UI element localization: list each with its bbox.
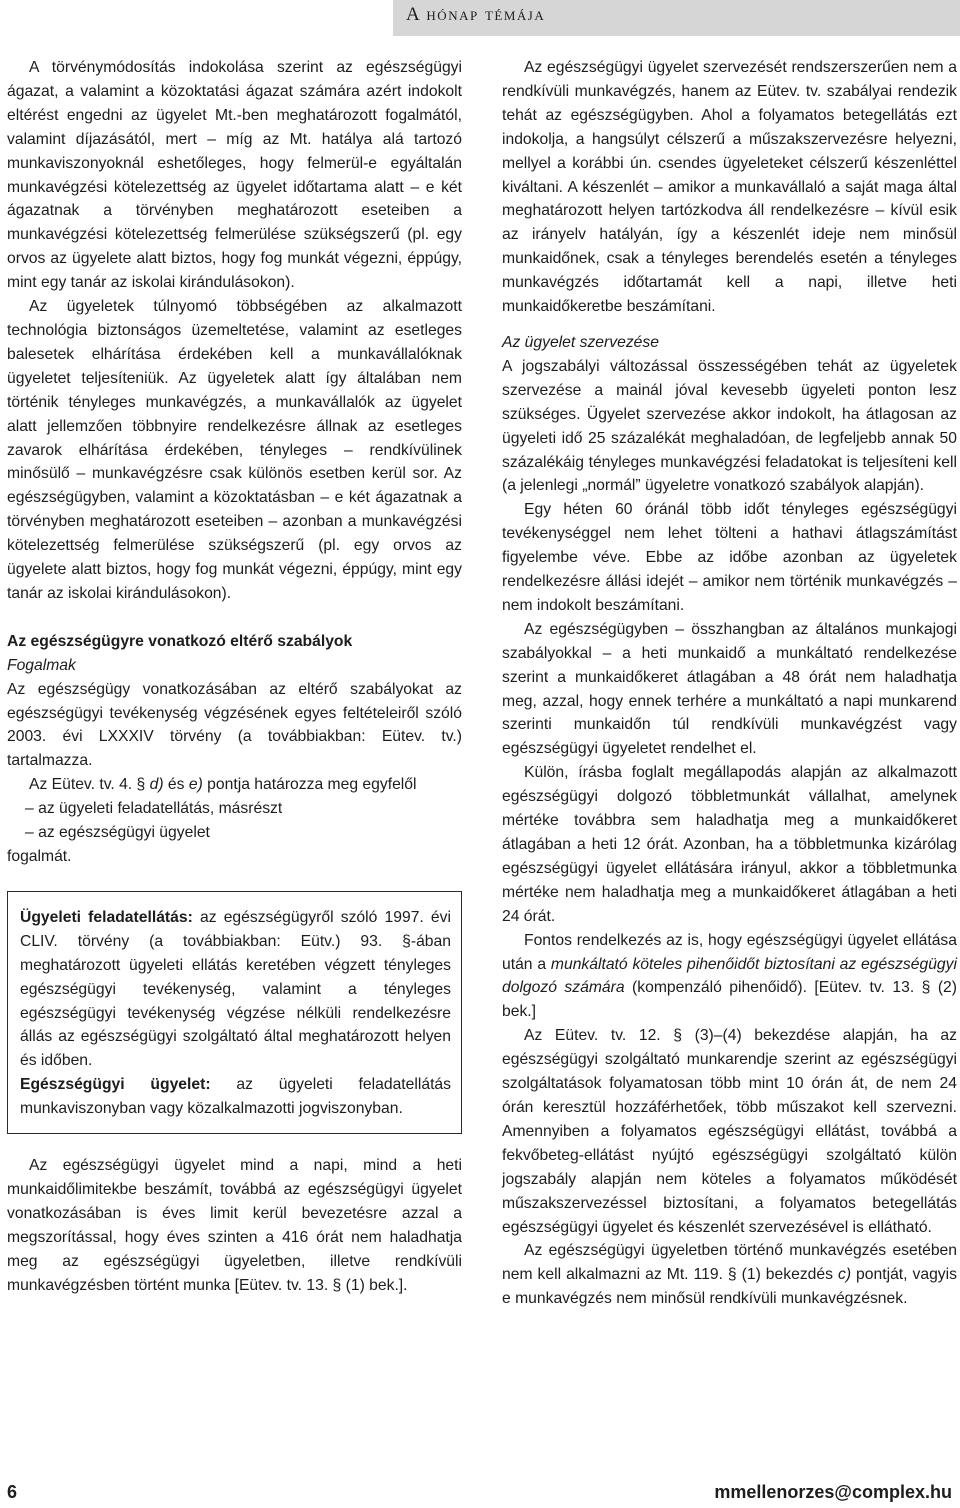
text-run: pontja határozza meg egyfelől [202,776,417,794]
subsection-heading: Fogalmak [7,656,76,674]
paragraph: Az egészségügy vonatkozásában az eltérő szabályokat az egészségügyi tevékenység végzésének egyes feltételeiről szóló 2003. évi LXXXIV törvény (a továbbiakban: Eütev. tv.) tartalmazza. [7,680,462,770]
page-number: 6 [7,1482,18,1502]
paragraph: Az egészségügyi ügyelet szervezését rendszerszerűen nem a rendkívüli munkavégzés, hanem az Eütev. tv. szabályai rendezik tehát az egészségügyben. Ahol a folyamatos betegellátás ezt indokolja, a hangsúlyt célszerű a műszakszervezésre helyezni, mellyel a korábbi ún. csendes ügyeleteket célszerű készenléttel kiváltani. A készenlét – amikor a munkavállaló a saját maga által meghatározott helyen tartózkodva áll rendelkezésre – kívül esik az irányelv hatályán, így a készenlét ideje nem minősül munkaidőnek, csak a tényleges berendelés esetén a tényleges munkavégzés időtartamát kell a napi, illetve heti munkaidőkeretbe beszámítani. [502,59,957,316]
right-column [502,56,957,1311]
text-run: pontját, vagyis e munkavégzés nem minősül rendkívüli munkavégzésnek. [502,1266,957,1308]
definition-box [7,891,462,1134]
list-item-text: az ügyeleti feladatellátás, másrészt [38,800,283,818]
paragraph: Az Eütev. tv. 12. § (3)–(4) bekezdése alapján, ha az egészségügyi szolgáltató munkarendje szerint az egészségügyi szolgáltatások folyamatosan több mint 10 órán át, de nem 24 órán keresztül hozzáférhetőek, több műszakot kell szervezni. Amennyiben a folyamatos egészségügyi ellátást, továbbá a fekvőbeteg-ellátást nyújtó egészségügyi szolgáltató külön jogszabály alapján nem köteles a folyamatos működését műszakszervezéssel biztosítani, a folyamatos betegellátás egészségügyi ügyelet és készenlét szervezésével is ellátható. [502,1027,957,1236]
subsection-heading: Az ügyelet szervezése [502,333,659,351]
text-run: c) [837,1266,852,1284]
definition [20,1073,451,1121]
page-header [0,0,960,36]
paragraph: Az ügyeletek túlnyomó többségében az alkalmazott technológia biztonságos üzemeltetése, valamint az esetleges balesetek elhárítása érdekében kell a munkavállalóknak ügyeletet teljesíteniük. Az ügyeletek alatt így általában nem történik tényleges munkavégzés, a munkavállalók az ügyelet alatt jellemzően többnyire rendelkezésre állnak az esetleges zavarok elhárítása érdekében, tényleges – rendkívülinek minősülő – munkavégzésre csak különös esetben kerül sor. Az egészségügyben, valamint a közoktatásban – e két ágazatnak a törvényben meghatározott eseteiben – azonban a munkavégzési kötelezettség felmerülése szükségszerű (pl. egy orvos az ügyelete alatt biztos, hogy fog munkát végezni, éppúgy, mint egy tanár az iskolai kirándulásokon). [7,298,462,602]
text-run: Fontos rendelkezés az is, hogy egészségügyi ügyelet ellátása után a [502,931,957,973]
paragraph: A jogszabályi változással összességében tehát az ügyeletek szervezése a mainál jóval kevesebb ügyeleti ponton lesz szükséges. Ügyelet szervezése akkor indokolt, ha átlagosan az ügyeleti idő 25 százalékát meghaladóan, de legfeljebb annak 50 százalékáig tényleges munkavégzési feladatokat is teljesíteni kell (a jelenlegi „normál” ügyeletre vonatkozó szabályok alapján). [502,357,957,495]
paragraph: Külön, írásba foglalt megállapodás alapján az alkalmazott egészségügyi dolgozó többletmunkát vállalhat, amelynek mértéke továbbra sem haladhatja meg a munkaidőkeret átlagában a heti 12 órát. Azonban, ha a többletmunka kizárólag egészségügyi ügyelet ellátására irányul, akkor a többletmunka mértéke nem haladhatja meg a munkaidőkeret átlagában a heti 24 órát. [502,764,957,925]
definition [20,906,451,1073]
list-item-text: az egészségügyi ügyelet [38,824,210,842]
section-heading: Az egészségügyre vonatkozó eltérő szabályok [7,632,353,650]
text-run: e) [188,776,203,794]
section-title: A hónap témája [406,4,546,25]
text-run: (kompenzáló pihenőidő). [Eütev. tv. 13. § (2) bek.] [502,979,958,1021]
paragraph [7,773,462,797]
definition-term: Egészségügyi ügyelet: [20,1076,211,1094]
left-column [7,56,462,1298]
text-run: munkáltató köteles pihenőidőt biztosítani az egészségügyi dolgozó számára [502,955,957,997]
paragraph [502,1239,957,1311]
definition-text: az ügyeleti feladatellátás munkaviszonyban vagy közalkalmazotti jogviszonyban. [20,1076,452,1118]
definition-term: Ügyeleti feladatellátás: [20,908,193,926]
paragraph [502,929,957,1025]
paragraph: Az egészségügyben – összhangban az általános munkajogi szabályokkal – a heti munkaidő a munkáltató rendelkezése szerint a munkaidőkeret átlagában a 48 órát nem haladhatja meg, azzal, hogy ennek terhére a munkáltató a napi munkarend szerinti munkaidőn túl rendkívüli munkavégzést vagy egészségügyi ügyeletet rendelhet el. [502,620,957,758]
text-run: Az Eütev. tv. 4. § [29,776,150,794]
definition-text: az egészségügyről szóló 1997. évi CLIV. törvény (a továbbiakban: Eütv.) 93. §-ában meghatározott ügyeleti ellátás keretében végzett tényleges egészségügyi tevékenység, valamint a tényleges egészségügyi tevékenység végzése nélküli rendelkezésre állás az egészségügyi szolgáltató által meghatározott helyen és időben. [20,908,451,1070]
paragraph: Egy héten 60 óránál több időt tényleges egészségügyi tevékenységgel nem lehet tölteni a hathavi átlagszámítást figyelembe véve. Ebbe az időbe azonban az ügyeletek rendelkezésre állási idejét – amikor nem történik munkavégzés – nem indokolt beszámítani. [502,501,957,614]
paragraph: Az egészségügyi ügyelet mind a napi, mind a heti munkaidőlimitekbe beszámít, továbbá az egészségügyi ügyelet vonatkozásában is éves limit kerül bevezetésre azzal a megszorítással, hogy éves szinten a 416 órát nem haladhatja meg az egészségügyi ügyeletben, illetve rendkívüli munkavégzésben történt munka [Eütev. tv. 13. § (1) bek.]. [7,1157,462,1294]
text-run: és [163,776,189,794]
list-item [7,821,462,845]
text-run: Az egészségügyi ügyeletben történő munkavégzés esetében nem kell alkalmazni az Mt. 119. § (1) bekezdés [502,1242,957,1284]
paragraph: A törvénymódosítás indokolása szerint az egészségügyi ágazat, a valamint a közoktatási ágazat számára azért indokolt eltérést engedni az ügyelet Mt.-ben meghatározott fogalmától, valamint díjazásától, mert – míg az Mt. hatálya alá tartozó munkaviszonyoknál eshetőleges, hogy felmerül-e egyáltalán munkavégzési kötelezettség az ügyelet időtartama alatt – e két ágazatnak a törvényben meghatározott eseteiben a munkavégzési kötelezettség felmerülése szükségszerű (pl. egy orvos az ügyelete alatt biztos, hogy fog munkát végezni, éppúgy, mint egy tanár az iskolai kirándulásokon). [7,59,462,292]
footer-email: mmellenorzes@complex.hu [714,1482,952,1502]
list-item [7,797,462,821]
paragraph: fogalmát. [7,848,72,865]
text-run: d) [149,776,164,794]
